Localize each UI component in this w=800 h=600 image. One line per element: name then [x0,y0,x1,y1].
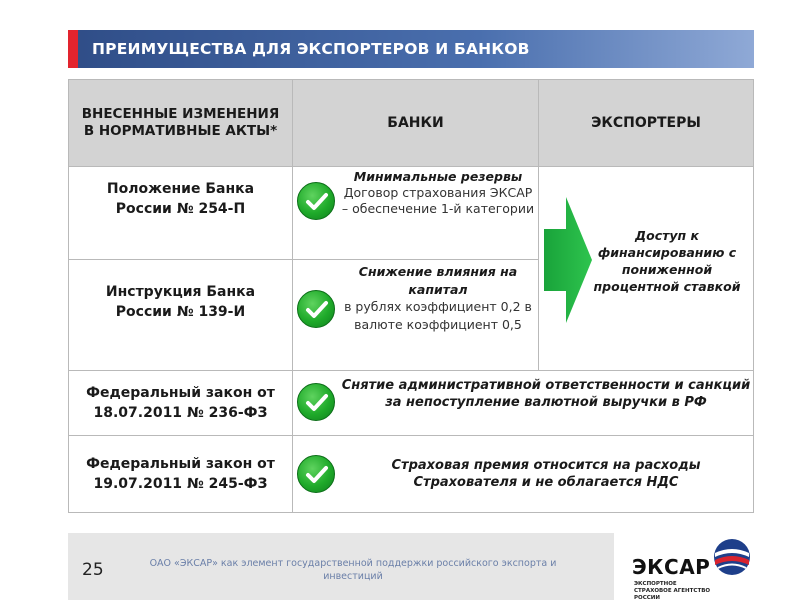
checkmark-icon [297,290,335,328]
text-vat: Страховая премия относится на расходы Страхователя и не облагается НДС [391,458,701,490]
checkmark-icon [297,383,335,421]
text-sanctions: Снятие административной ответственности и санкций за непоступление валютной выручки в РФ [341,378,751,410]
header-acts: ВНЕСЕННЫЕ ИЗМЕНЕНИЯ В НОРМАТИВНЫЕ АКТЫ* [68,79,293,167]
bank-title-reserves: Минимальные резервы [353,169,523,184]
act-cell-139i: Инструкция Банка России № 139-И [68,259,293,371]
exporters-benefit-text: Доступ к финансированию с пониженной процентной ставкой [593,228,741,294]
slide-title: ПРЕИМУЩЕСТВА ДЛЯ ЭКСПОРТЕРОВ И БАНКОВ [92,40,530,58]
bank-text-reserves [340,169,536,217]
header-banks: БАНКИ [292,79,539,167]
act-cell-254p: Положение Банка России № 254-П [68,166,293,260]
header-exporters: ЭКСПОРТЕРЫ [538,79,754,167]
footer-caption: ОАО «ЭКСАР» как элемент государственной поддержки российского экспорта и инвестиций [149,558,557,582]
benefits-table [68,79,754,513]
bank-text-capital [340,263,536,333]
bank-title-capital: Снижение влияния на капитал [358,264,518,297]
checkmark-icon [297,182,335,220]
checkmark-icon [297,455,335,493]
bank-detail-capital: в рублях коэффициент 0,2 в валюте коэффициент 0,5 [344,299,532,332]
act-cell-236fz: Федеральный закон от 18.07.2011 № 236-ФЗ [68,370,293,436]
logo-subtitle: ЭКСПОРТНОЕ СТРАХОВОЕ АГЕНТСТВО РОССИИ [634,581,711,600]
bank-detail-reserves: Договор страхования ЭКСАР – обеспечение 1-й категории [341,185,535,216]
exar-logo [630,535,755,600]
logo-wordmark: ЭКСАР [632,555,711,579]
act-cell-245fz: Федеральный закон от 19.07.2011 № 245-ФЗ [68,435,293,513]
page-number: 25 [82,560,104,580]
title-accent-stripe [68,30,78,68]
slide-title-bar [68,30,754,68]
globe-logo-icon [712,537,752,577]
